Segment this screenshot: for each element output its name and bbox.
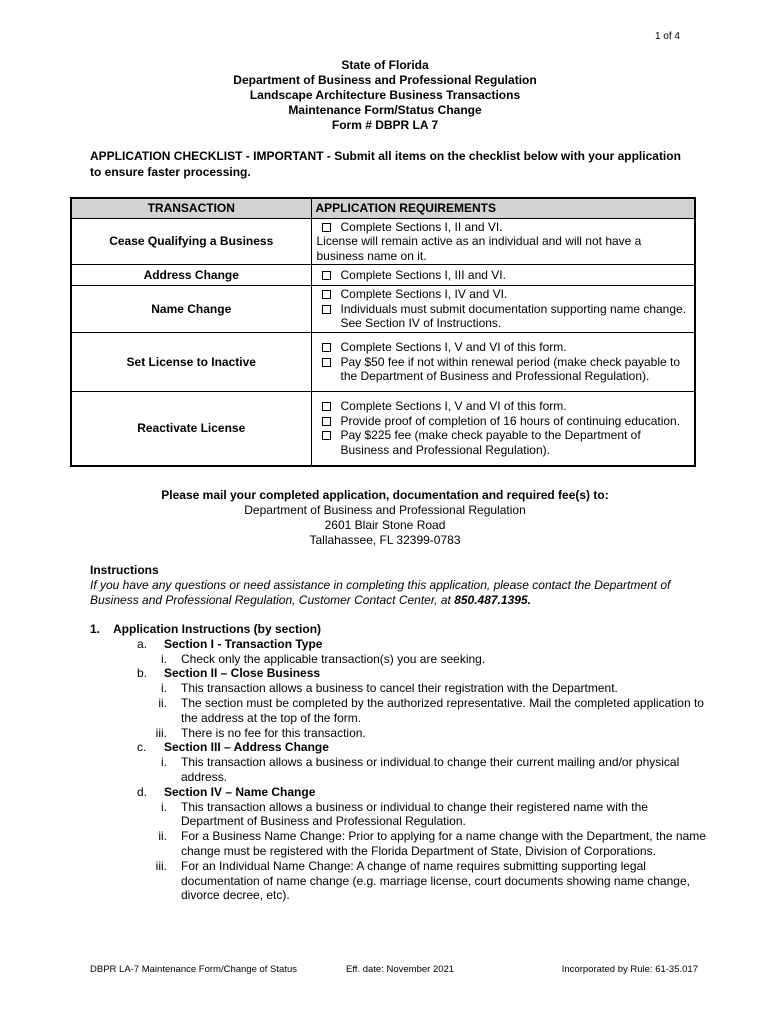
requirement-text: Provide proof of completion of 16 hours of continuing education.	[340, 413, 681, 428]
table-header-row	[71, 198, 695, 218]
list-item	[90, 696, 710, 726]
list-marker: i.	[161, 799, 167, 814]
list-item	[90, 829, 710, 859]
list-item	[90, 755, 710, 785]
table-row	[71, 392, 695, 466]
instructions-body: If you have any questions or need assistance in completing this application, please contact the Department of Business and Professional Regulation, Customer Contact Center, at	[90, 578, 671, 607]
list-item	[90, 652, 710, 667]
requirement-item	[316, 268, 691, 283]
mailing-info	[0, 488, 770, 548]
list-text: This transaction allows a business or individual to change their current mailing and/or physical address.	[181, 755, 680, 784]
list-marker: i.	[161, 755, 167, 770]
requirement-item	[316, 287, 691, 302]
mailing-line-city: Tallahassee, FL 32399-0783	[309, 533, 461, 547]
list-marker: ii.	[158, 695, 167, 710]
page-number: 1 of 4	[654, 31, 680, 42]
requirement-text: Pay $225 fee (make check payable to the Department of Business and Professional Regulation).	[340, 428, 641, 457]
list-item	[90, 785, 710, 800]
footer-rule: Incorporated by Rule: 61-35.017	[561, 964, 698, 975]
header-department: Department of Business and Professional Regulation	[233, 73, 537, 87]
requirement-text: Complete Sections I, V and VI of this form.	[340, 340, 567, 355]
requirement-item	[316, 340, 691, 355]
contact-phone: 850.487.1395.	[454, 593, 531, 607]
table-row	[71, 286, 695, 333]
instructions-title: Instructions	[90, 563, 159, 577]
requirement-text: Complete Sections I, IV and VI.	[340, 287, 508, 302]
list-item	[90, 800, 710, 830]
checkbox-icon	[322, 223, 331, 232]
list-text: For an Individual Name Change: A change of name requires submitting supporting legal documentation of name change (e.g. marriage license, court documents showing name change, divorce decree, etc).	[181, 858, 690, 903]
form-header	[0, 58, 770, 133]
transaction-cell: Set License to Inactive	[71, 333, 311, 392]
checkbox-icon	[322, 290, 331, 299]
table-row	[71, 265, 695, 286]
requirements-cell	[311, 286, 695, 333]
requirement-text: Complete Sections I, V and VI of this form.	[340, 399, 567, 414]
requirements-table	[70, 197, 696, 467]
list-text: Section IV – Name Change	[164, 784, 316, 799]
requirement-text: Complete Sections I, III and VI.	[340, 267, 506, 282]
mailing-heading: Please mail your completed application, documentation and required fee(s) to:	[161, 488, 609, 502]
checklist-notice: APPLICATION CHECKLIST - IMPORTANT - Submit all items on the checklist below with your application to ensure faster processing.	[90, 149, 681, 179]
checkbox-icon	[322, 431, 331, 440]
checkbox-icon	[322, 417, 331, 426]
requirement-item	[316, 428, 691, 457]
list-text: Check only the applicable transaction(s) you are seeking.	[181, 651, 486, 666]
list-text: Application Instructions (by section)	[113, 622, 322, 636]
instruction-list	[90, 622, 710, 903]
requirement-item	[316, 234, 691, 263]
list-marker: i.	[161, 681, 167, 696]
list-text: Section I - Transaction Type	[164, 636, 323, 651]
list-text: This transaction allows a business to cancel their registration with the Department.	[181, 681, 618, 696]
requirements-column-header: APPLICATION REQUIREMENTS	[311, 198, 695, 218]
requirement-item	[316, 302, 691, 331]
table-row	[71, 218, 695, 265]
list-marker: b.	[137, 666, 148, 681]
list-text: For a Business Name Change: Prior to applying for a name change with the Department, the name change must be registered with the Florida Department of State, Division of Corporations.	[181, 829, 706, 858]
mailing-line-department: Department of Business and Professional Regulation	[244, 503, 526, 517]
checkbox-icon	[322, 305, 331, 314]
requirement-item	[316, 414, 691, 429]
table-row	[71, 333, 695, 392]
list-item	[90, 859, 710, 903]
transaction-cell: Cease Qualifying a Business	[71, 218, 311, 265]
checkbox-icon	[322, 343, 331, 352]
list-marker: c.	[137, 740, 147, 755]
list-marker: iii.	[155, 725, 167, 740]
requirement-text: Individuals must submit documentation supporting name change. See Section IV of Instructions.	[340, 301, 687, 331]
requirements-table-body	[71, 218, 695, 466]
list-marker: i.	[161, 651, 167, 666]
transaction-cell: Address Change	[71, 265, 311, 286]
requirement-text: License will remain active as an individual and will not have a business name on it.	[316, 234, 642, 263]
requirement-item	[316, 220, 691, 235]
requirements-cell	[311, 218, 695, 265]
list-marker: a.	[137, 636, 148, 651]
list-text: The section must be completed by the authorized representative. Mail the completed application to the address at the top of the form.	[181, 695, 704, 725]
list-text: There is no fee for this transaction.	[181, 725, 366, 740]
list-item	[90, 637, 710, 652]
header-form-title: Maintenance Form/Status Change	[288, 103, 482, 117]
list-text: Section III – Address Change	[164, 740, 329, 755]
requirement-item	[316, 399, 691, 414]
requirement-text: Pay $50 fee if not within renewal period (make check payable to the Department of Business and Professional Regulation).	[340, 354, 681, 384]
requirements-cell	[311, 392, 695, 466]
footer-form-name: DBPR LA-7 Maintenance Form/Change of Status	[90, 964, 297, 975]
list-marker: ii.	[158, 829, 167, 844]
requirement-item	[316, 355, 691, 384]
requirements-cell	[311, 333, 695, 392]
mailing-line-street: 2601 Blair Stone Road	[324, 518, 446, 532]
instructions-section	[90, 563, 710, 608]
list-marker: iii.	[155, 858, 167, 873]
list-text: This transaction allows a business or individual to change their registered name with the Department of Business and Professional Regulation.	[181, 799, 648, 829]
list-text: Section II – Close Business	[164, 666, 321, 681]
transaction-cell: Name Change	[71, 286, 311, 333]
header-form-number: Form # DBPR LA 7	[331, 118, 439, 132]
checkbox-icon	[322, 271, 331, 280]
list-marker: 1.	[90, 622, 101, 636]
checkbox-icon	[322, 358, 331, 367]
instructions-text	[90, 578, 710, 608]
list-item	[90, 681, 710, 696]
requirements-cell	[311, 265, 695, 286]
list-item	[90, 740, 710, 755]
list-item	[90, 666, 710, 681]
header-state: State of Florida	[341, 58, 429, 72]
requirement-text: Complete Sections I, II and VI.	[340, 219, 503, 234]
transaction-cell: Reactivate License	[71, 392, 311, 466]
footer-effective-date: Eff. date: November 2021	[346, 964, 455, 975]
header-program: Landscape Architecture Business Transactions	[249, 88, 521, 102]
checkbox-icon	[322, 402, 331, 411]
list-item	[90, 622, 710, 637]
transaction-column-header: TRANSACTION	[71, 198, 311, 218]
list-item	[90, 726, 710, 741]
list-marker: d.	[137, 784, 148, 799]
